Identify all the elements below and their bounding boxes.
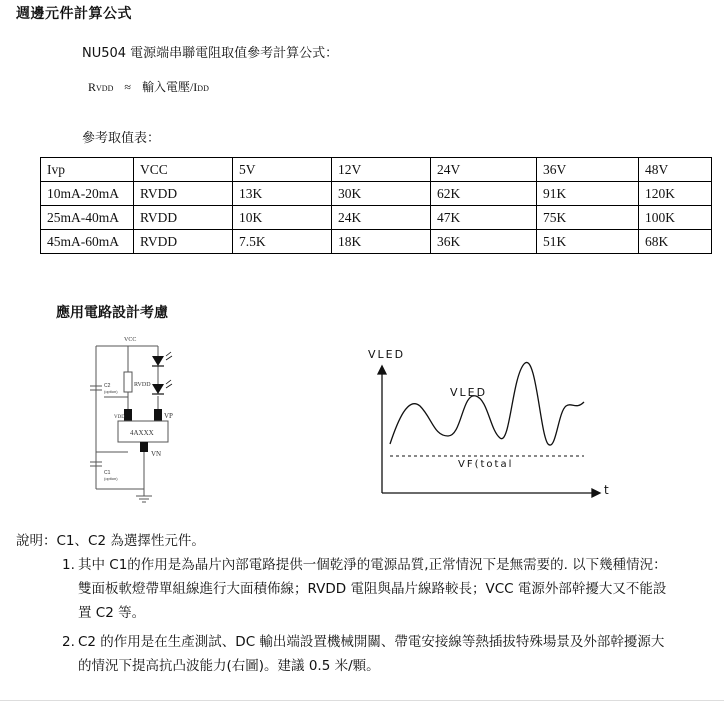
table-cell: 120K bbox=[639, 182, 712, 206]
table-cell: 24K bbox=[332, 206, 431, 230]
note-item-1-line-1: 其中 C1的作用是為晶片內部電路提供一個乾淨的電源品質,正常情況下是無需要的. 以下幾種情況： bbox=[78, 557, 667, 573]
label-vcc: VCC bbox=[124, 337, 137, 343]
pin-vn bbox=[140, 442, 148, 452]
led-icon bbox=[152, 352, 172, 366]
table-cell: 25mA-40mA bbox=[41, 206, 134, 230]
note-item-2-line-2: 的情況下提高抗凸波能力(右圖)。建議 0.5 米/顆。 bbox=[78, 658, 380, 674]
section-title-peripheral-formula: 週邊元件計算公式 bbox=[16, 6, 132, 22]
table-row bbox=[41, 230, 712, 254]
label-c1-note: (option) bbox=[104, 476, 118, 481]
label-c2-note: (option) bbox=[104, 389, 118, 394]
table-cell: 10K bbox=[233, 206, 332, 230]
table-row bbox=[41, 158, 712, 182]
vled-waveform-diagram bbox=[352, 338, 632, 508]
label-vp: VP bbox=[164, 412, 173, 420]
curve-label: VLED bbox=[450, 386, 488, 399]
table-cell: 36V bbox=[537, 158, 639, 182]
table-title: 參考取值表： bbox=[82, 131, 161, 146]
table-cell: 48V bbox=[639, 158, 712, 182]
table-cell: RVDD bbox=[134, 206, 233, 230]
y-axis-arrow-icon bbox=[378, 366, 386, 374]
table-cell: 13K bbox=[233, 182, 332, 206]
table-row bbox=[41, 182, 712, 206]
table-cell: 24V bbox=[431, 158, 537, 182]
pin-vdd bbox=[124, 409, 132, 421]
table-cell: 51K bbox=[537, 230, 639, 254]
table-cell: 100K bbox=[639, 206, 712, 230]
bottom-divider bbox=[0, 700, 724, 701]
formula-approx: ≈ bbox=[124, 80, 131, 94]
x-axis-label: t bbox=[604, 483, 609, 497]
formula-rhs-sub: DD bbox=[197, 84, 209, 93]
table-cell: 75K bbox=[537, 206, 639, 230]
vled-curve bbox=[390, 362, 584, 445]
table-cell: RVDD bbox=[134, 182, 233, 206]
ground-icon bbox=[136, 496, 152, 502]
note-item-1-line-2: 雙面板軟燈帶單組線進行大面積佈線；RVDD 電阻與晶片線路較長；VCC 電源外部幹擾大又不能設 bbox=[78, 581, 667, 597]
table-cell: 12V bbox=[332, 158, 431, 182]
table-cell: 18K bbox=[332, 230, 431, 254]
formula-rhs: 輸入電壓/I bbox=[141, 80, 198, 94]
label-rvdd: RVDD bbox=[134, 382, 151, 388]
note-item-1 bbox=[62, 553, 712, 625]
note-item-2-number: 2. bbox=[62, 634, 75, 650]
reference-value-table bbox=[40, 157, 712, 254]
table-cell: 30K bbox=[332, 182, 431, 206]
table-cell: 91K bbox=[537, 182, 639, 206]
note-item-1-number: 1. bbox=[62, 557, 75, 573]
formula-r-sub: VDD bbox=[96, 84, 114, 93]
resistor-rvdd bbox=[124, 372, 132, 392]
table-cell: 36K bbox=[431, 230, 537, 254]
table-cell: 47K bbox=[431, 206, 537, 230]
application-circuit-diagram bbox=[78, 334, 188, 504]
table-cell: 62K bbox=[431, 182, 537, 206]
note-item-2-line-1: C2 的作用是在生產測試、DC 輸出端設置機械開關、帶電安接線等熱插拔特殊場景及外部幹擾源大 bbox=[78, 634, 665, 650]
label-c2: C2 bbox=[104, 383, 111, 389]
y-axis-label: VLED bbox=[368, 348, 406, 361]
formula-title: NU504 電源端串聯電阻取值參考計算公式： bbox=[82, 46, 339, 61]
table-cell: RVDD bbox=[134, 230, 233, 254]
label-vn: VN bbox=[151, 450, 162, 458]
label-c1: C1 bbox=[104, 470, 111, 476]
section-title-application-circuit: 應用電路設計考慮 bbox=[56, 305, 168, 321]
x-axis-arrow-icon bbox=[592, 489, 600, 497]
threshold-label: VF(total bbox=[458, 459, 514, 470]
table-row bbox=[41, 206, 712, 230]
table-cell: 7.5K bbox=[233, 230, 332, 254]
pin-vp bbox=[154, 409, 162, 421]
table-cell: 10mA-20mA bbox=[41, 182, 134, 206]
note-item-2 bbox=[62, 630, 712, 678]
table-cell: 5V bbox=[233, 158, 332, 182]
table-cell: VCC bbox=[134, 158, 233, 182]
table-cell: 68K bbox=[639, 230, 712, 254]
table-cell: 45mA-60mA bbox=[41, 230, 134, 254]
notes-lead: 說明：C1、C2 為選擇性元件。 bbox=[16, 533, 205, 549]
formula-r: R bbox=[88, 80, 97, 94]
note-item-1-line-3: 置 C2 等。 bbox=[78, 605, 146, 621]
formula bbox=[88, 78, 209, 95]
label-vdd: VDD bbox=[114, 415, 125, 420]
led-icon bbox=[152, 380, 172, 394]
label-chip: 4AXXX bbox=[130, 429, 154, 437]
table-cell: Ivp bbox=[41, 158, 134, 182]
